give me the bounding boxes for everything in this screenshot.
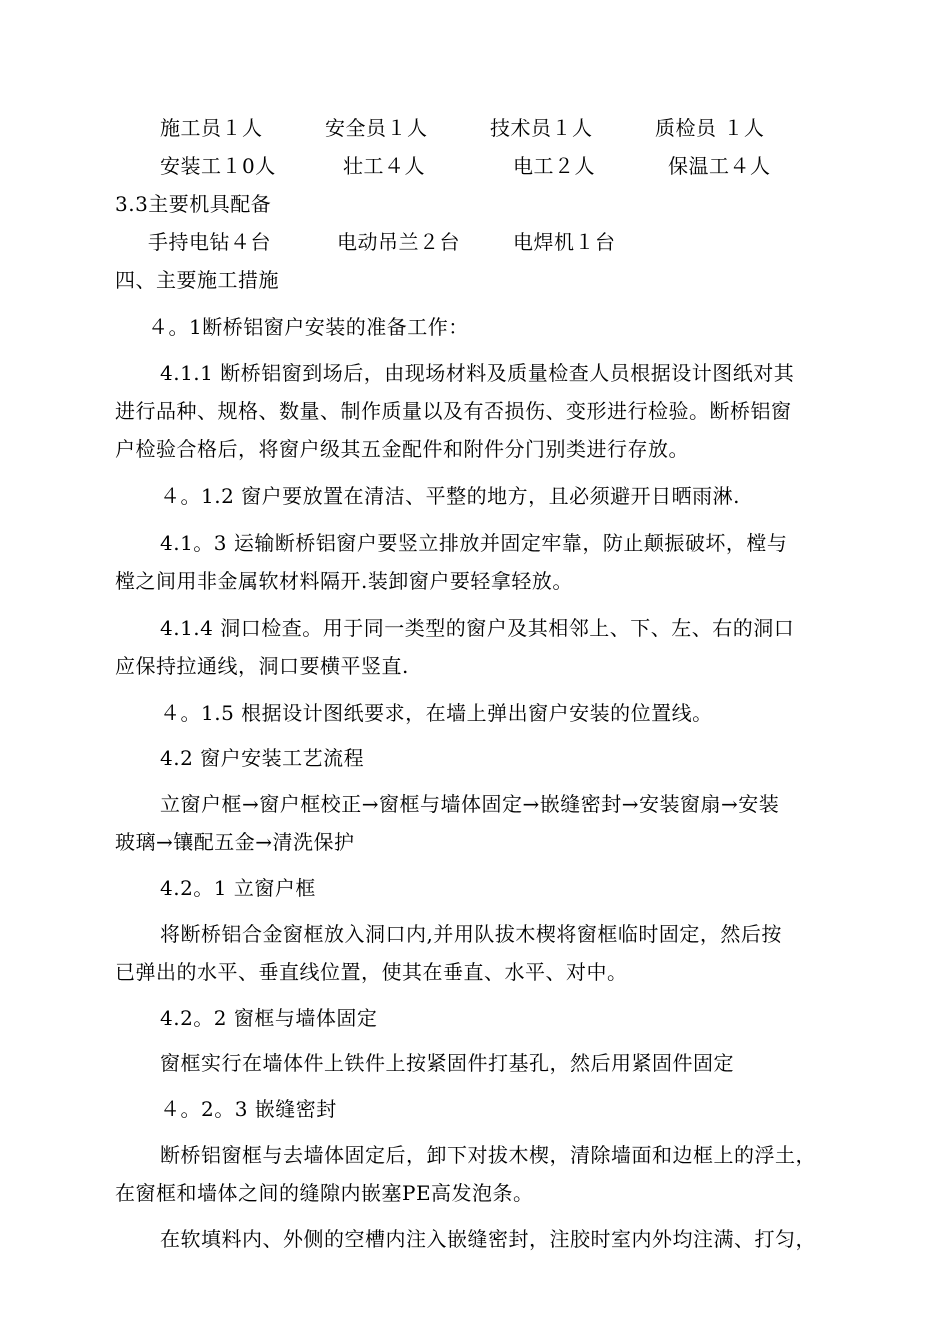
equipment-welder: 电焊机１台 bbox=[513, 230, 616, 254]
paragraph-4-1-1-line-2: 进行品种、规格、数量、制作质量以及有否损伤、变形进行检验。断桥铝窗 bbox=[115, 399, 792, 423]
section-4-2-3-heading: ４。2。3 嵌缝密封 bbox=[160, 1097, 337, 1121]
paragraph-4-1-4-line-1: 4.1.4 洞口检查。用于同一类型的窗户及其相邻上、下、左、右的洞口 bbox=[160, 616, 795, 640]
paragraph-4-1-2: ４。1.2 窗户要放置在清洁、平整的地方，且必须避开日晒雨淋. bbox=[160, 484, 741, 508]
staff-laborer: 壮工４人 bbox=[343, 154, 425, 178]
staff-installer: 安装工１0人 bbox=[160, 154, 276, 178]
process-flow-line-1: 立窗户框→窗户框校正→窗框与墙体固定→嵌缝密封→安装窗扇→安装 bbox=[160, 792, 780, 816]
section-4-heading: 四、主要施工措施 bbox=[115, 268, 279, 292]
equipment-hand-drill: 手持电钻４台 bbox=[148, 230, 271, 254]
staff-insulation-worker: 保温工４人 bbox=[668, 154, 771, 178]
staff-electrician: 电工２人 bbox=[513, 154, 595, 178]
section-4-2-2-heading: 4.2。2 窗框与墙体固定 bbox=[160, 1006, 378, 1030]
paragraph-4-2-3-continued: 在软填料内、外侧的空槽内注入嵌缝密封，注胶时室内外均注满、打匀， bbox=[160, 1227, 816, 1251]
section-3-3-heading: 3.3主要机具配备 bbox=[115, 192, 272, 216]
equipment-electric-hoist: 电动吊兰２台 bbox=[337, 230, 460, 254]
paragraph-4-1-5: ４。1.5 根据设计图纸要求，在墙上弹出窗户安装的位置线。 bbox=[160, 701, 713, 725]
staff-technician: 技术员１人 bbox=[490, 116, 593, 140]
paragraph-4-2-3-line-1: 断桥铝窗框与去墙体固定后，卸下对拔木楔，清除墙面和边框上的浮土， bbox=[160, 1143, 816, 1167]
paragraph-4-1-4-line-2: 应保持拉通线，洞口要横平竖直. bbox=[115, 654, 409, 678]
paragraph-4-2-1-line-1: 将断桥铝合金窗框放入洞口内,并用队拔木楔将窗框临时固定，然后按 bbox=[160, 922, 782, 946]
staff-safety-officer: 安全员１人 bbox=[325, 116, 428, 140]
paragraph-4-2-2: 窗框实行在墙体件上铁件上按紧固件打基孔，然后用紧固件固定 bbox=[160, 1051, 734, 1075]
paragraph-4-2-3-line-2: 在窗框和墙体之间的缝隙内嵌塞PE高发泡条。 bbox=[115, 1181, 534, 1205]
staff-quality-inspector: 质检员 １人 bbox=[655, 116, 765, 140]
paragraph-4-1-3-line-2: 樘之间用非金属软材料隔开.装卸窗户要轻拿轻放。 bbox=[115, 569, 573, 593]
paragraph-4-1-1-line-3: 户检验合格后，将窗户级其五金配件和附件分门别类进行存放。 bbox=[115, 437, 689, 461]
paragraph-4-1-3-line-1: 4.1。3 运输断桥铝窗户要竖立排放并固定牢靠，防止颠振破坏，樘与 bbox=[160, 531, 788, 555]
process-flow-line-2: 玻璃→镶配五金→清洗保护 bbox=[115, 830, 355, 854]
staff-construction-worker: 施工员１人 bbox=[160, 116, 263, 140]
section-4-1-heading: ４。1断桥铝窗户安装的准备工作： bbox=[148, 315, 469, 339]
section-4-2-heading: 4.2 窗户安装工艺流程 bbox=[160, 746, 365, 770]
paragraph-4-1-1-line-1: 4.1.1 断桥铝窗到场后，由现场材料及质量检查人员根据设计图纸对其 bbox=[160, 361, 795, 385]
paragraph-4-2-1-line-2: 已弹出的水平、垂直线位置，使其在垂直、水平、对中。 bbox=[115, 960, 628, 984]
section-4-2-1-heading: 4.2。1 立窗户框 bbox=[160, 876, 316, 900]
